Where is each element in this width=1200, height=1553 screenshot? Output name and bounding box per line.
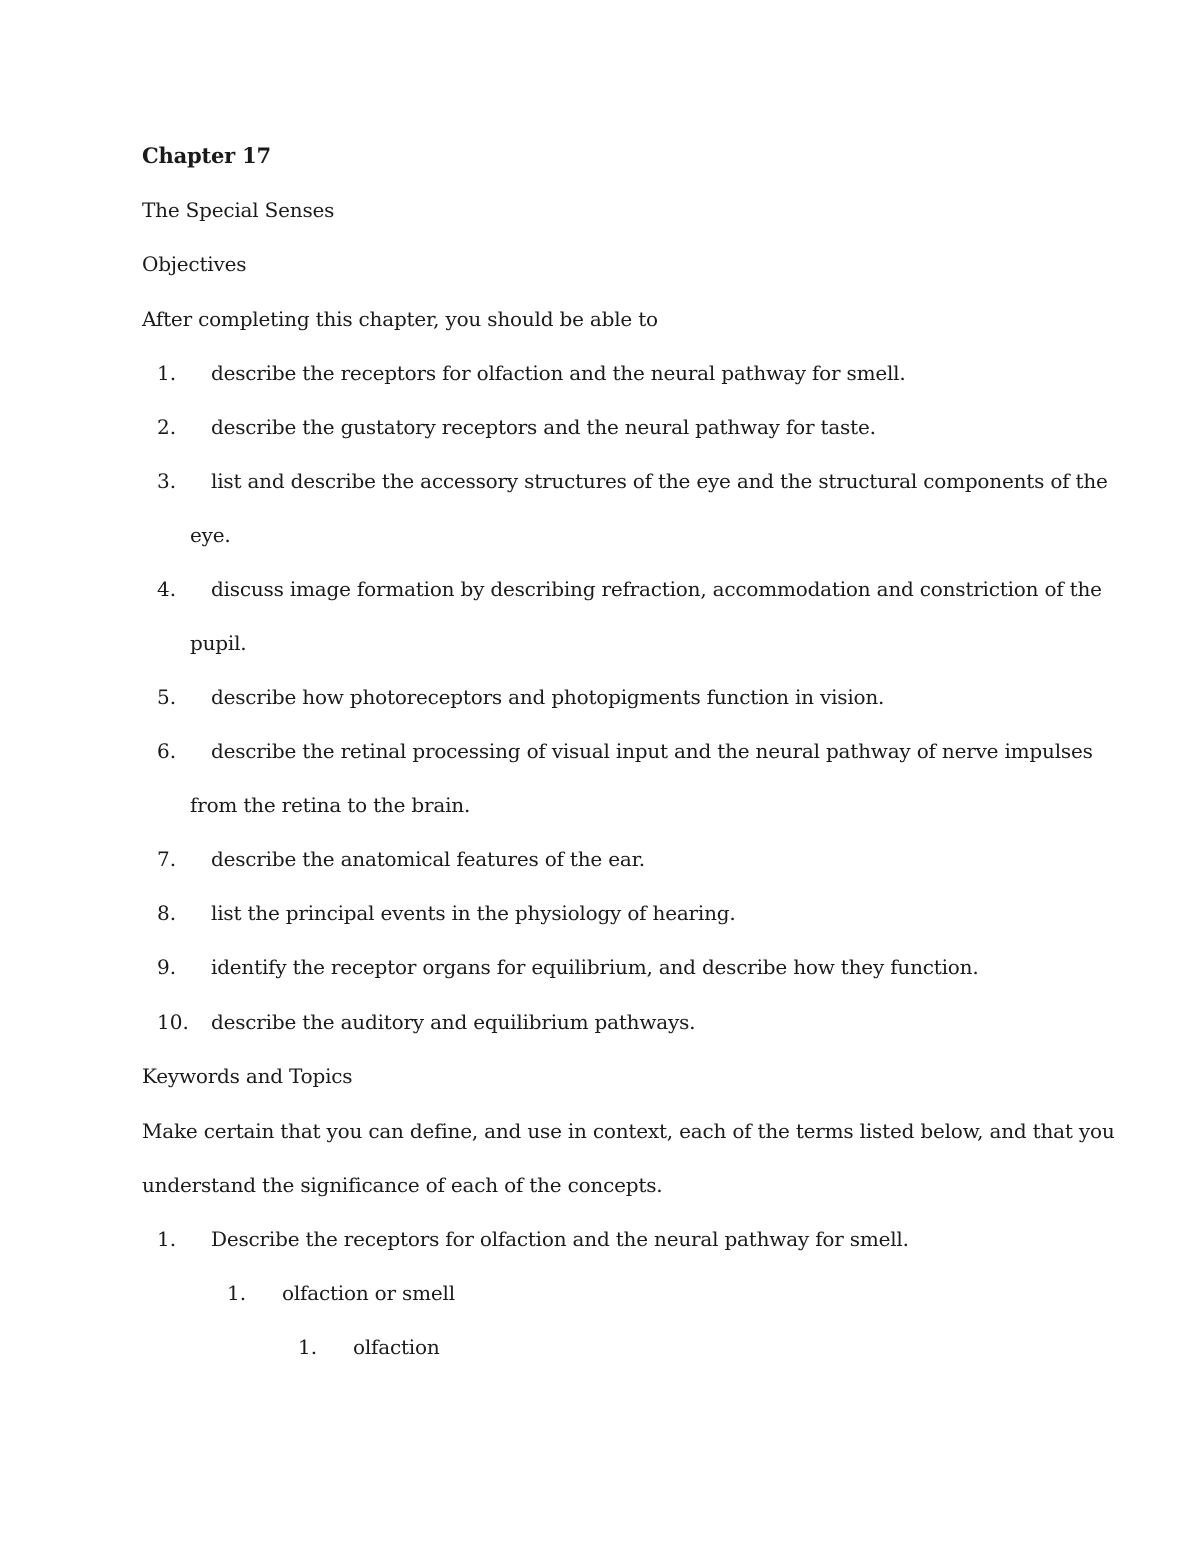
- keyword-level2-number: 1.: [227, 1281, 247, 1305]
- objective-text: describe how photoreceptors and photopigments function in vision.: [211, 685, 885, 709]
- objective-text-continued: from the retina to the brain.: [190, 793, 471, 817]
- objectives-intro: After completing this chapter, you should be able to: [142, 307, 658, 331]
- keywords-intro-line-1: Make certain that you can define, and use in context, each of the terms listed below, and that you: [142, 1119, 1115, 1143]
- objective-text-continued: eye.: [190, 523, 231, 547]
- keyword-level2-text: olfaction or smell: [282, 1281, 455, 1305]
- objective-text: describe the gustatory receptors and the neural pathway for taste.: [211, 415, 876, 439]
- keyword-level1-number: 1.: [157, 1227, 177, 1251]
- keywords-intro-line-2: understand the significance of each of the concepts.: [142, 1173, 663, 1197]
- chapter-subtitle: The Special Senses: [142, 198, 335, 222]
- objective-text: list the principal events in the physiology of hearing.: [211, 901, 736, 925]
- objective-number: 2.: [157, 415, 177, 439]
- objective-text: describe the auditory and equilibrium pathways.: [211, 1010, 696, 1034]
- objective-number: 5.: [157, 685, 177, 709]
- objective-text: identify the receptor organs for equilibrium, and describe how they function.: [211, 955, 979, 979]
- objective-text: describe the receptors for olfaction and the neural pathway for smell.: [211, 361, 906, 385]
- objective-number: 1.: [157, 361, 177, 385]
- objective-number: 3.: [157, 469, 177, 493]
- objective-text: list and describe the accessory structures of the eye and the structural components of the: [211, 469, 1108, 493]
- objective-text-continued: pupil.: [190, 631, 247, 655]
- objective-number: 6.: [157, 739, 177, 763]
- objective-number: 8.: [157, 901, 177, 925]
- objective-number: 7.: [157, 847, 177, 871]
- objectives-heading: Objectives: [142, 252, 247, 276]
- objective-number: 4.: [157, 577, 177, 601]
- keyword-level1-text: Describe the receptors for olfaction and the neural pathway for smell.: [211, 1227, 909, 1251]
- objective-number: 9.: [157, 955, 177, 979]
- objective-text: describe the anatomical features of the ear.: [211, 847, 645, 871]
- keywords-heading: Keywords and Topics: [142, 1064, 353, 1088]
- chapter-title: Chapter 17: [142, 143, 271, 168]
- keyword-level3-text: olfaction: [353, 1335, 440, 1359]
- objective-number: 10.: [157, 1010, 189, 1034]
- objective-text: describe the retinal processing of visual input and the neural pathway of nerve impulses: [211, 739, 1093, 763]
- keyword-level3-number: 1.: [298, 1335, 318, 1359]
- objective-text: discuss image formation by describing refraction, accommodation and constriction of the: [211, 577, 1102, 601]
